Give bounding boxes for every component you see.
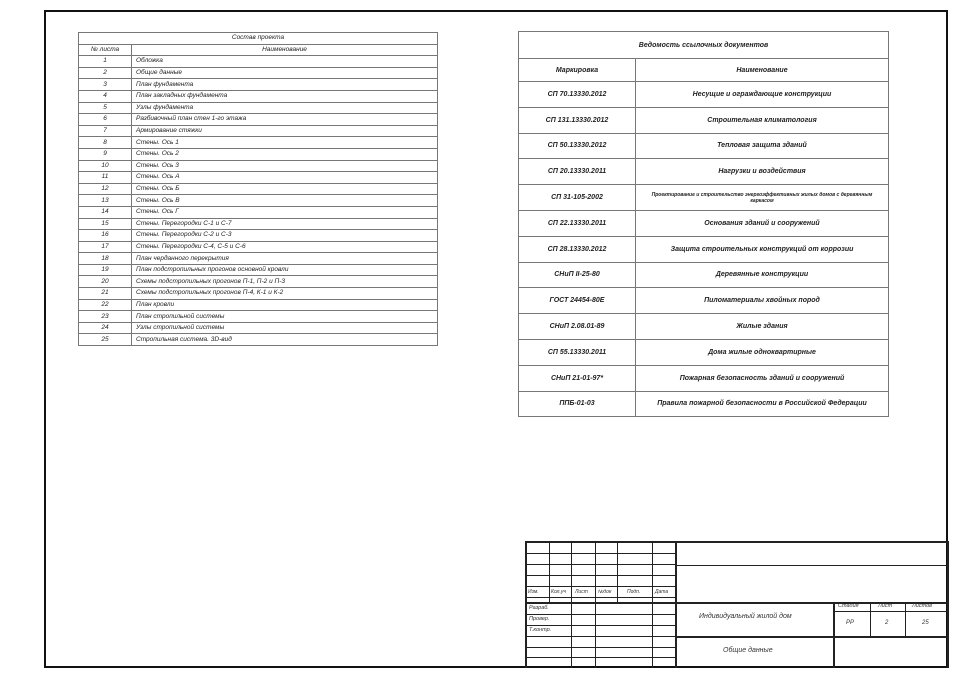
composition-sheet-name: Обложка: [132, 56, 438, 68]
composition-sheet-name: Узлы стропильной системы: [132, 322, 438, 334]
project-composition-table: [78, 32, 438, 346]
reference-row: [519, 107, 889, 133]
tb-col-list: Лист: [575, 589, 588, 595]
composition-row: [79, 183, 438, 195]
composition-sheet-name: Стены. Ось А: [132, 172, 438, 184]
composition-row: [79, 79, 438, 91]
composition-sheet-number: 1: [79, 56, 132, 68]
reference-name: Жилые здания: [636, 314, 889, 340]
composition-sheet-number: 23: [79, 311, 132, 323]
composition-row: [79, 276, 438, 288]
tb-stage-value: РР: [846, 620, 855, 626]
tb-sheets-label: Листов: [912, 603, 933, 609]
composition-sheet-name: Стены. Ось 2: [132, 148, 438, 160]
reference-row: [519, 365, 889, 391]
composition-row: [79, 90, 438, 102]
composition-sheet-name: План закладных фундамента: [132, 90, 438, 102]
composition-sheet-number: 2: [79, 67, 132, 79]
composition-sheet-name: Узлы фундамента: [132, 102, 438, 114]
composition-row: [79, 288, 438, 300]
references-caption: Ведомость ссылочных документов: [519, 32, 889, 59]
composition-sheet-number: 16: [79, 230, 132, 242]
composition-sheet-number: 14: [79, 206, 132, 218]
composition-row: [79, 114, 438, 126]
reference-row: [519, 236, 889, 262]
composition-row: [79, 125, 438, 137]
composition-sheet-name: Общие данные: [132, 67, 438, 79]
reference-code: СНиП 21-01-97*: [519, 365, 636, 391]
reference-code: СНиП 2.08.01-89: [519, 314, 636, 340]
reference-code: СП 50.13330.2012: [519, 133, 636, 159]
composition-row: [79, 334, 438, 346]
tb-col-izm: Изм.: [528, 589, 539, 595]
reference-name: Основания зданий и сооружений: [636, 210, 889, 236]
reference-row: [519, 210, 889, 236]
composition-sheet-number: 24: [79, 322, 132, 334]
reference-name: Защита строительных конструкций от коррозии: [636, 236, 889, 262]
reference-name: Деревянные конструкции: [636, 262, 889, 288]
composition-row: [79, 67, 438, 79]
composition-sheet-number: 12: [79, 183, 132, 195]
reference-code: ППБ-01-03: [519, 391, 636, 417]
composition-row: [79, 206, 438, 218]
reference-code: СП 22.13330.2011: [519, 210, 636, 236]
composition-row: [79, 160, 438, 172]
reference-code: СП 28.13330.2012: [519, 236, 636, 262]
tb-sheet-name: Общие данные: [723, 647, 773, 654]
tb-col-data: Дата: [655, 589, 669, 595]
tb-sheet-value: 2: [885, 620, 889, 626]
reference-row: [519, 133, 889, 159]
tb-stage-label: Стадия: [838, 603, 859, 609]
composition-row: [79, 241, 438, 253]
reference-row: [519, 82, 889, 108]
reference-name: Дома жилые одноквартирные: [636, 339, 889, 365]
reference-row: [519, 185, 889, 211]
tb-col-podp: Подп.: [627, 589, 641, 595]
composition-sheet-number: 22: [79, 299, 132, 311]
reference-name: Правила пожарной безопасности в Российской Федерации: [636, 391, 889, 417]
composition-sheet-number: 6: [79, 114, 132, 126]
composition-sheet-number: 20: [79, 276, 132, 288]
reference-code: СП 55.13330.2011: [519, 339, 636, 365]
composition-sheet-name: План фундамента: [132, 79, 438, 91]
reference-name: Строительная климатология: [636, 107, 889, 133]
reference-name: Пожарная безопасность зданий и сооружений: [636, 365, 889, 391]
composition-row: [79, 311, 438, 323]
composition-sheet-number: 4: [79, 90, 132, 102]
composition-sheet-name: План кровли: [132, 299, 438, 311]
reference-code: СП 131.13330.2012: [519, 107, 636, 133]
title-block-stamp: [525, 541, 949, 668]
tb-project-name: Индивидуальный жилой дом: [699, 613, 792, 620]
composition-sheet-name: Схемы подстропильных прогонов П-4, К-1 и К-2: [132, 288, 438, 300]
tb-col-kol: Кол.уч: [551, 589, 566, 595]
composition-sheet-name: Стены. Перегородки С-4, С-5 и С-6: [132, 241, 438, 253]
composition-sheet-number: 25: [79, 334, 132, 346]
composition-sheet-number: 9: [79, 148, 132, 160]
tb-sheets-value: 25: [922, 620, 929, 626]
reference-row: [519, 391, 889, 417]
composition-col-num: № листа: [79, 44, 132, 56]
composition-row: [79, 264, 438, 276]
composition-col-name: Наименование: [132, 44, 438, 56]
reference-code: СП 70.13330.2012: [519, 82, 636, 108]
composition-row: [79, 56, 438, 68]
reference-row: [519, 339, 889, 365]
composition-sheet-number: 8: [79, 137, 132, 149]
reference-row: [519, 314, 889, 340]
references-col-code: Маркировка: [519, 59, 636, 82]
composition-sheet-number: 3: [79, 79, 132, 91]
reference-name: Пиломатериалы хвойных пород: [636, 288, 889, 314]
reference-documents-table: [518, 31, 889, 417]
composition-sheet-name: План подстропильных прогонов основной кровли: [132, 264, 438, 276]
reference-code: ГОСТ 24454-80Е: [519, 288, 636, 314]
reference-row: [519, 288, 889, 314]
composition-sheet-number: 10: [79, 160, 132, 172]
tb-sheet-label: Лист: [878, 603, 893, 609]
reference-name: Тепловая защита зданий: [636, 133, 889, 159]
composition-row: [79, 102, 438, 114]
composition-sheet-name: Стены. Перегородки С-1 и С-7: [132, 218, 438, 230]
reference-code: СНиП II-25-80: [519, 262, 636, 288]
composition-sheet-name: План черданного перекрытия: [132, 253, 438, 265]
tb-role-tcontrol: Т.контр.: [529, 627, 552, 633]
composition-caption: Состав проекта: [79, 33, 438, 45]
tb-role-developer: Разраб.: [529, 605, 549, 611]
composition-sheet-name: Стены. Ось Г: [132, 206, 438, 218]
reference-row: [519, 159, 889, 185]
composition-sheet-name: Армирование стяжки: [132, 125, 438, 137]
reference-name: Несущие и ограждающие конструкции: [636, 82, 889, 108]
tb-col-ndok: №док: [598, 589, 612, 595]
composition-sheet-number: 11: [79, 172, 132, 184]
references-col-name: Наименование: [636, 59, 889, 82]
composition-row: [79, 195, 438, 207]
composition-row: [79, 230, 438, 242]
composition-row: [79, 322, 438, 334]
composition-sheet-name: Стены. Ось 1: [132, 137, 438, 149]
composition-row: [79, 137, 438, 149]
composition-sheet-name: План стропильной системы: [132, 311, 438, 323]
composition-sheet-name: Стены. Ось 3: [132, 160, 438, 172]
composition-row: [79, 172, 438, 184]
composition-sheet-name: Разбивочный план стен 1-го этажа: [132, 114, 438, 126]
tb-role-checker: Провер.: [529, 616, 550, 622]
composition-sheet-number: 15: [79, 218, 132, 230]
composition-sheet-number: 19: [79, 264, 132, 276]
composition-sheet-name: Схемы подстропильных прогонов П-1, П-2 и П-3: [132, 276, 438, 288]
composition-sheet-number: 7: [79, 125, 132, 137]
composition-sheet-number: 18: [79, 253, 132, 265]
composition-sheet-number: 5: [79, 102, 132, 114]
composition-sheet-number: 21: [79, 288, 132, 300]
reference-name: Нагрузки и воздействия: [636, 159, 889, 185]
composition-sheet-number: 17: [79, 241, 132, 253]
composition-sheet-name: Стены. Перегородки С-2 и С-3: [132, 230, 438, 242]
composition-row: [79, 218, 438, 230]
reference-name: Проектирование и строительство энергоэффективных жилых домов с деревянным каркасом: [636, 185, 889, 211]
reference-row: [519, 262, 889, 288]
reference-code: СП 31-105-2002: [519, 185, 636, 211]
composition-row: [79, 299, 438, 311]
reference-code: СП 20.13330.2011: [519, 159, 636, 185]
composition-row: [79, 148, 438, 160]
composition-sheet-name: Стены. Ось В: [132, 195, 438, 207]
composition-sheet-name: Стены. Ось Б: [132, 183, 438, 195]
composition-sheet-name: Стропильная система. 3D-вид: [132, 334, 438, 346]
composition-sheet-number: 13: [79, 195, 132, 207]
composition-row: [79, 253, 438, 265]
